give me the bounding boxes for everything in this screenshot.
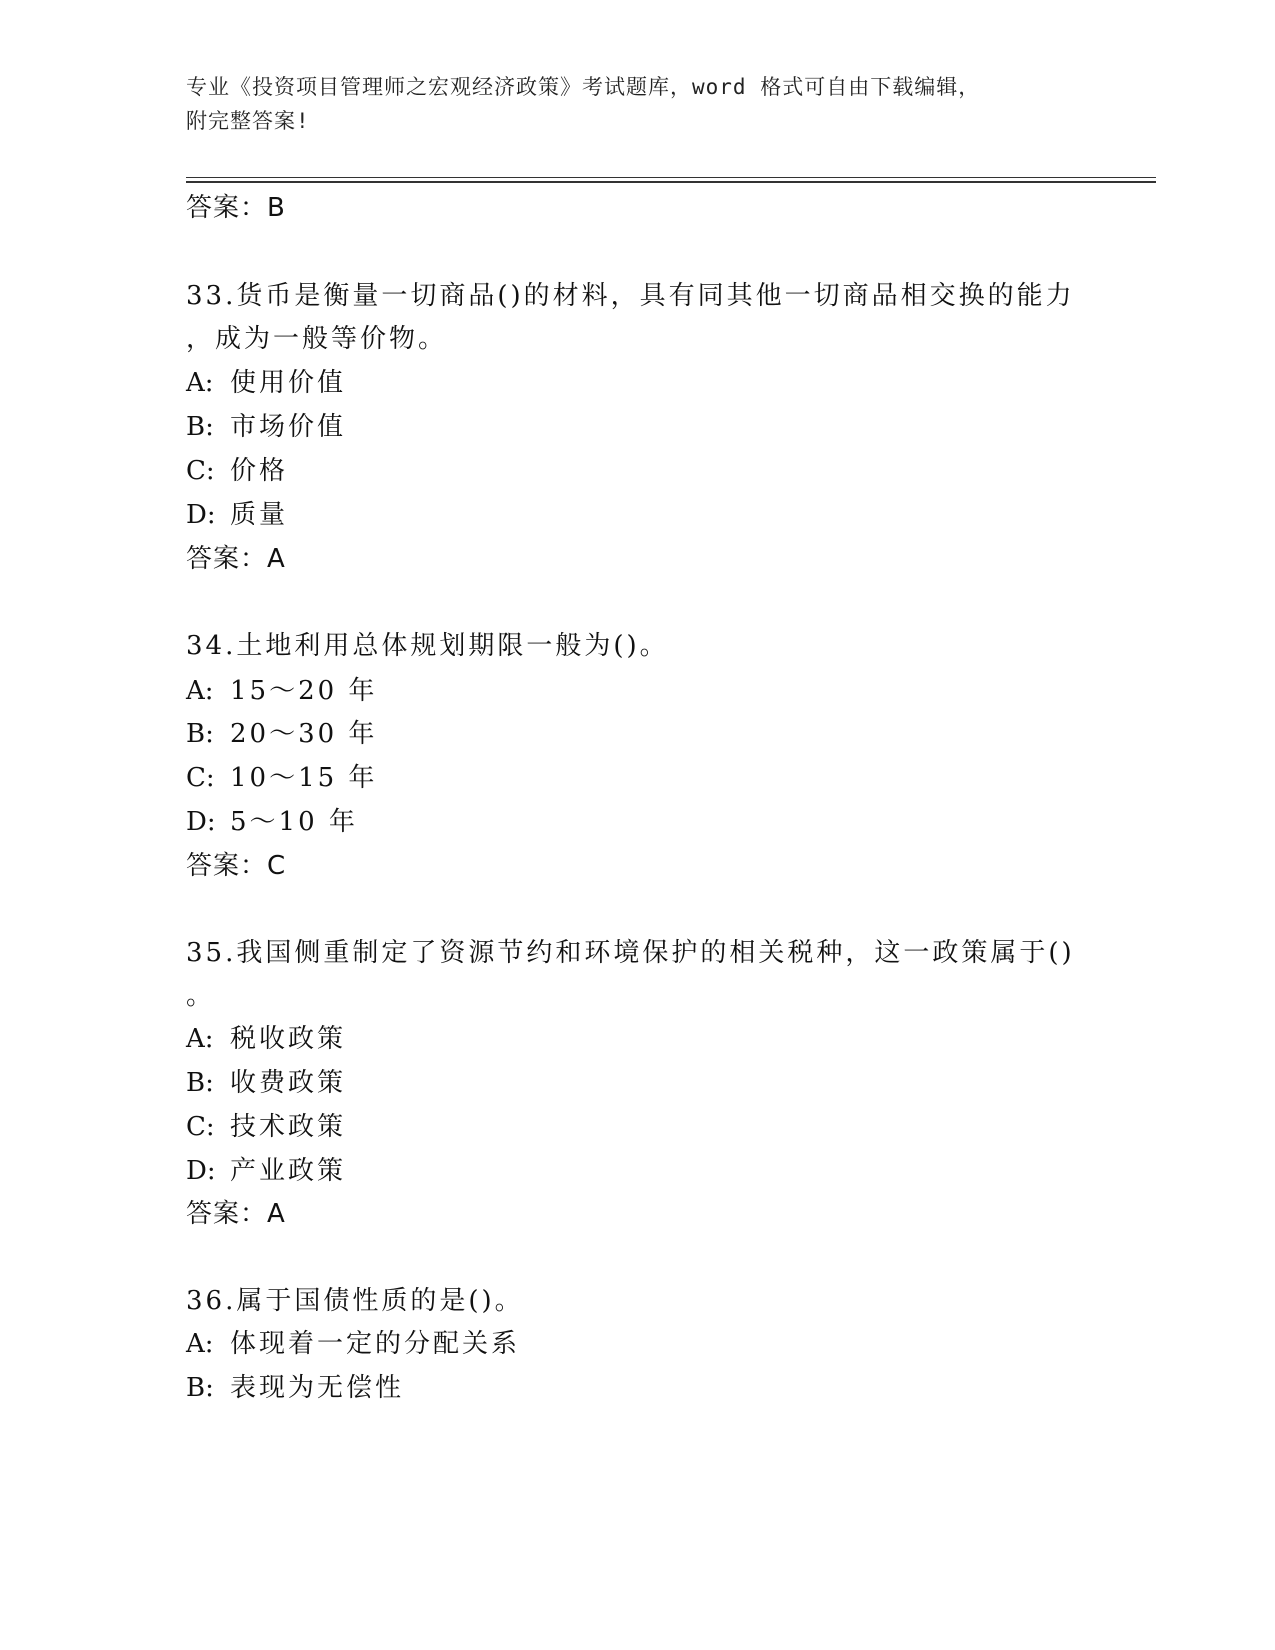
question-33-stem-cont: ，成为一般等价物。 <box>186 324 448 354</box>
question-33-option-c <box>186 450 288 487</box>
option-label: A: <box>186 676 214 706</box>
option-text: 产业政策 <box>230 1156 347 1186</box>
option-label: A: <box>186 368 214 398</box>
option-text: 10～15 年 <box>230 763 378 793</box>
header-line-2: 附完整答案! <box>186 109 310 133</box>
option-text: 质量 <box>230 500 289 530</box>
question-35-option-b <box>186 1062 346 1099</box>
question-33-answer: 答案：A <box>186 544 286 574</box>
option-text: 表现为无偿性 <box>230 1373 405 1403</box>
option-text: 收费政策 <box>230 1068 347 1098</box>
option-label: B: <box>186 412 214 442</box>
header-line-1: 专业《投资项目管理师之宏观经济政策》考试题库，word 格式可自由下载编辑， <box>186 75 981 99</box>
question-34-option-c <box>186 757 377 794</box>
option-label: C: <box>186 1112 215 1142</box>
question-36-option-a <box>186 1323 520 1360</box>
option-label: D: <box>186 500 216 530</box>
header-divider-thick <box>186 181 1156 183</box>
question-34-option-d <box>186 801 358 838</box>
question-35-option-d <box>186 1150 346 1187</box>
option-label: B: <box>186 1373 214 1403</box>
question-33-option-b <box>186 406 346 443</box>
option-text: 15～20 年 <box>230 676 378 706</box>
option-label: D: <box>186 1156 216 1186</box>
option-text: 体现着一定的分配关系 <box>230 1329 521 1359</box>
question-35-answer: 答案：A <box>186 1199 286 1229</box>
option-text: 使用价值 <box>230 368 347 398</box>
option-label: C: <box>186 456 215 486</box>
option-label: D: <box>186 807 216 837</box>
option-text: 5～10 年 <box>230 807 358 837</box>
document-header <box>186 70 1066 138</box>
header-divider-thin <box>186 177 1156 178</box>
option-text: 20～30 年 <box>230 719 378 749</box>
question-34-option-a <box>186 670 377 707</box>
question-36-option-b <box>186 1367 404 1404</box>
question-35-stem: 35.我国侧重制定了资源节约和环境保护的相关税种，这一政策属于() <box>186 938 1075 968</box>
option-label: A: <box>186 1024 214 1054</box>
option-text: 技术政策 <box>230 1112 347 1142</box>
question-35-stem-cont: 。 <box>186 981 216 1011</box>
answer-prev: 答案：B <box>186 193 286 223</box>
question-35-option-a <box>186 1018 346 1055</box>
option-label: B: <box>186 1068 214 1098</box>
question-33-option-a <box>186 362 346 399</box>
question-34-option-b <box>186 713 377 750</box>
option-text: 市场价值 <box>230 412 347 442</box>
question-34-stem: 34.土地利用总体规划期限一般为()。 <box>186 631 669 661</box>
question-33-stem: 33.货币是衡量一切商品()的材料，具有同其他一切商品相交换的能力 <box>186 281 1075 311</box>
question-35-option-c <box>186 1106 346 1143</box>
option-text: 税收政策 <box>230 1024 347 1054</box>
question-33-option-d <box>186 494 288 531</box>
question-34-answer: 答案：C <box>186 851 287 881</box>
option-label: A: <box>186 1329 214 1359</box>
option-text: 价格 <box>230 456 289 486</box>
option-label: C: <box>186 763 215 793</box>
question-36-stem: 36.属于国债性质的是()。 <box>186 1286 524 1316</box>
option-label: B: <box>186 719 214 749</box>
